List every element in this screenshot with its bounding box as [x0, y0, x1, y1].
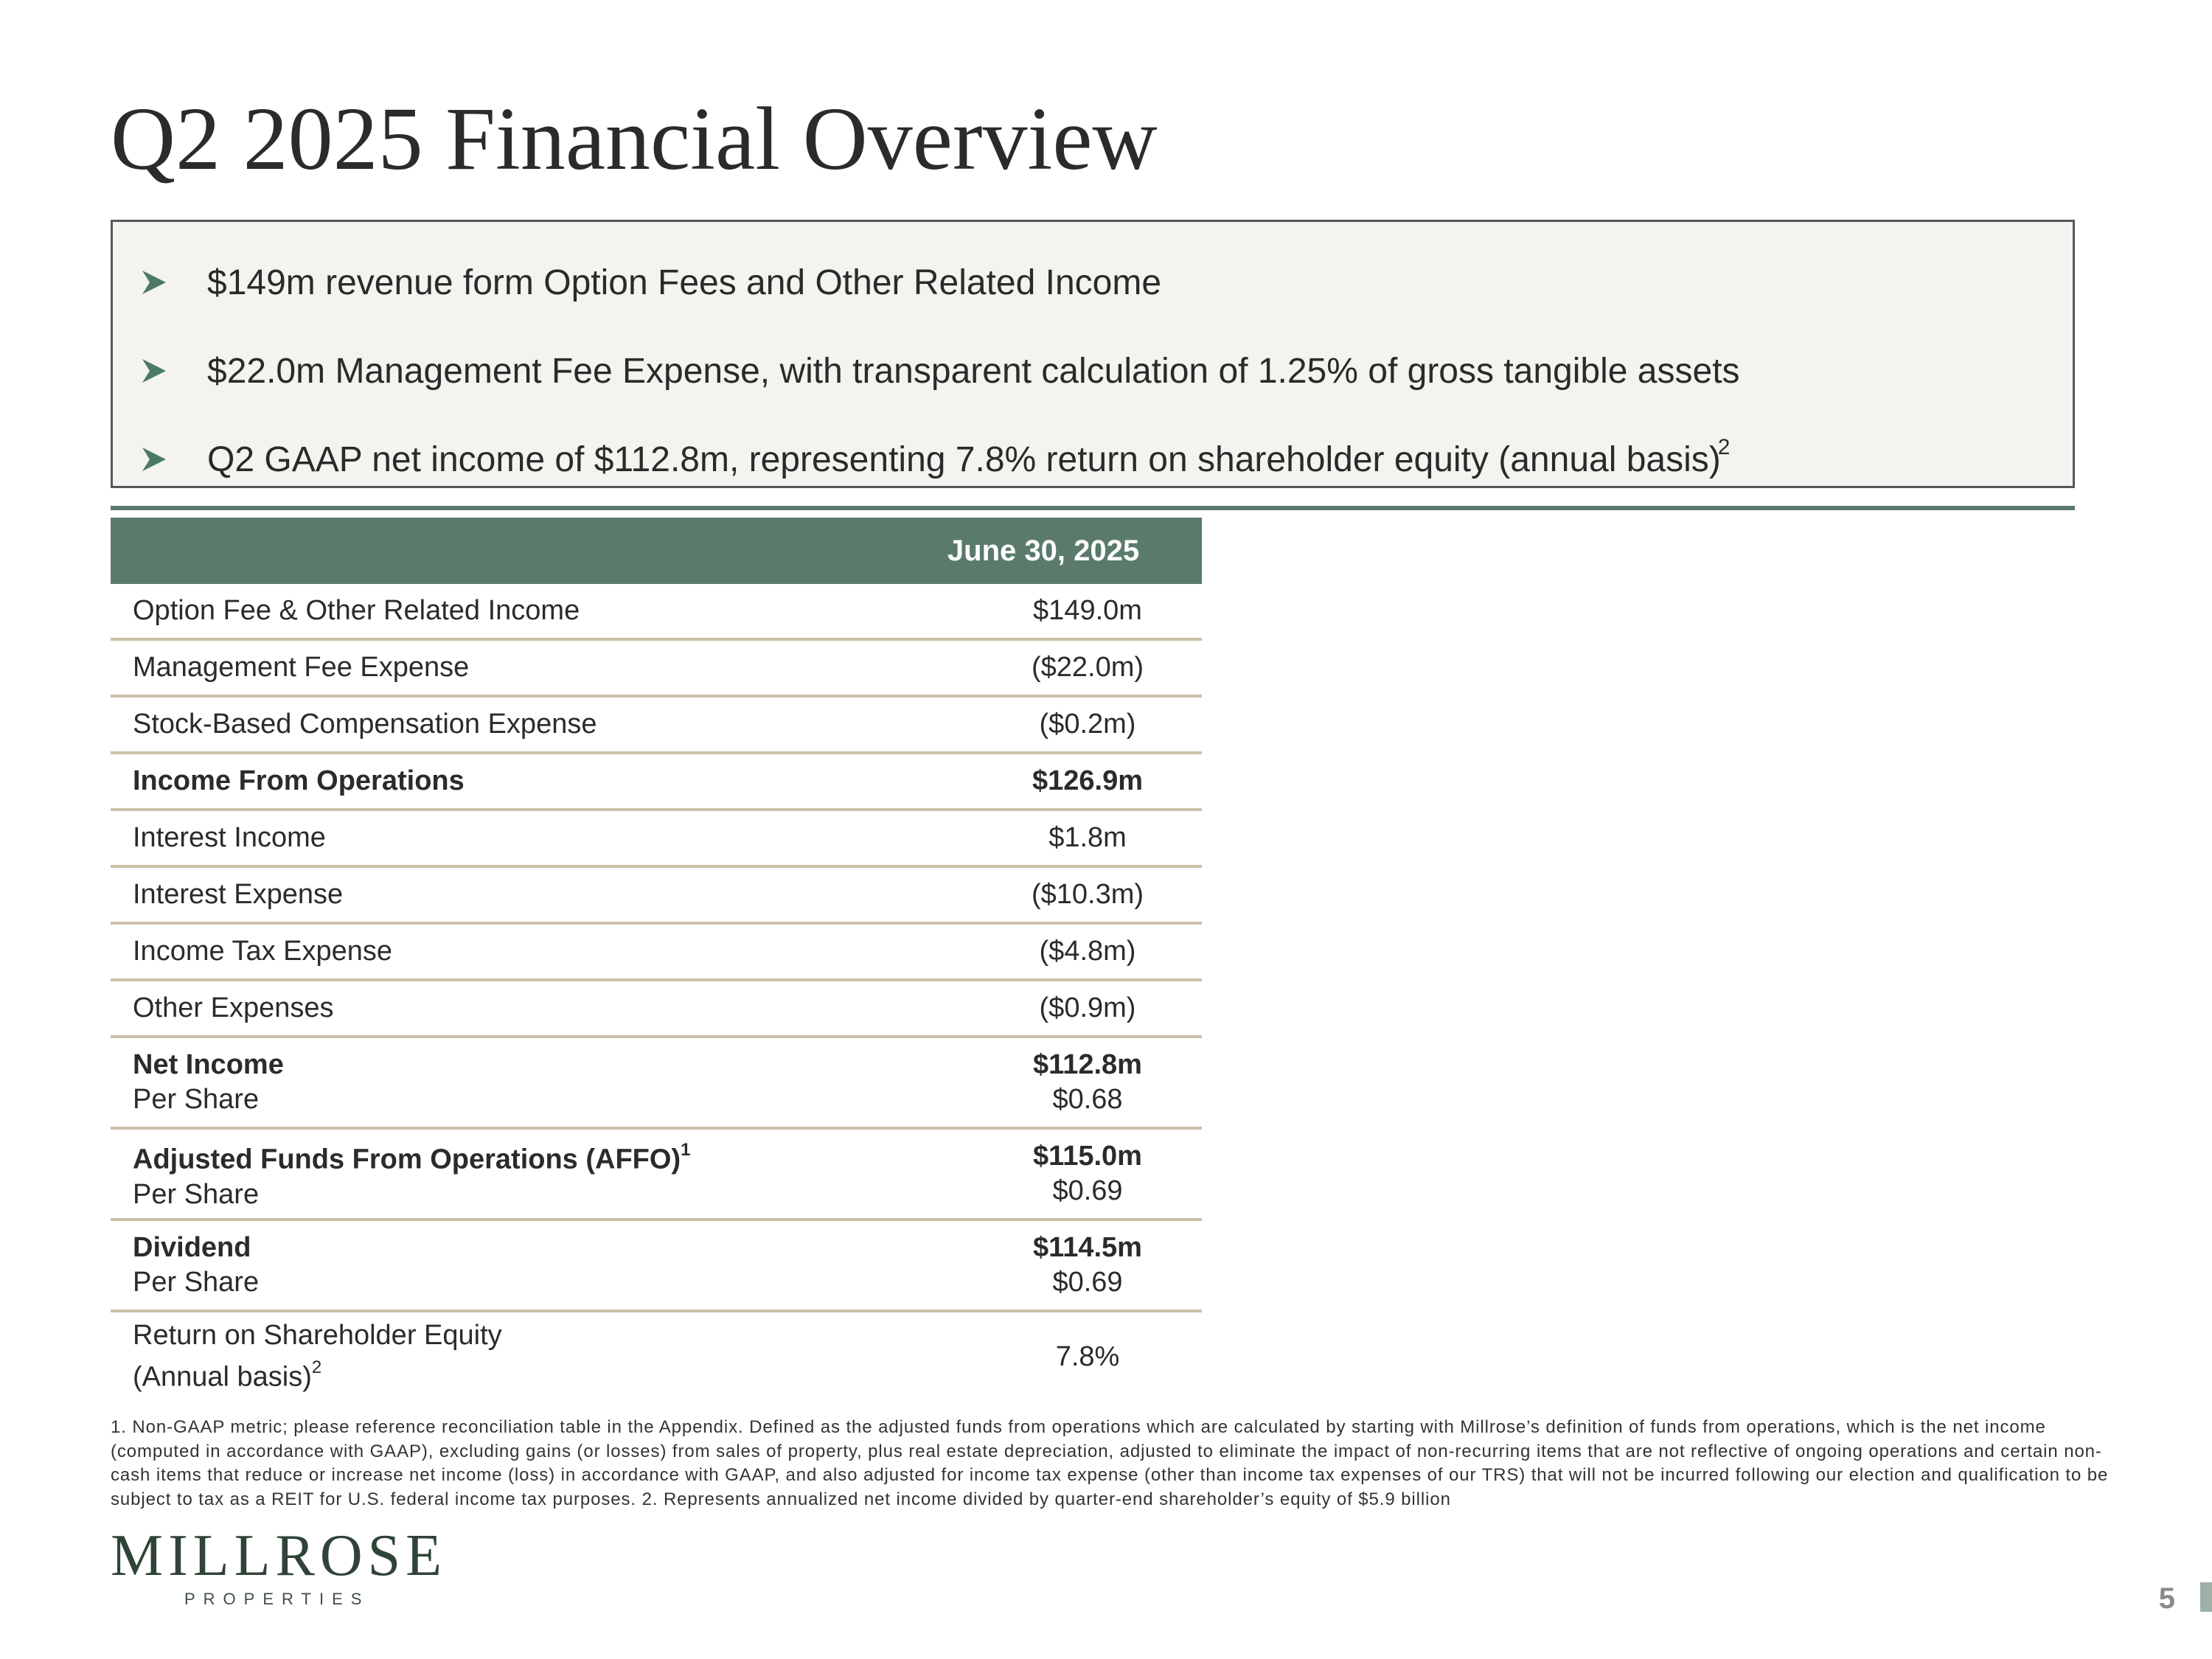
row-label: Stock-Based Compensation Expense [111, 696, 885, 753]
table-row [111, 980, 1202, 1037]
row-value: $114.5m [1033, 1232, 1142, 1263]
row-value: $112.8m [1033, 1049, 1142, 1080]
table-row [111, 584, 1202, 639]
highlight-item [139, 253, 1161, 312]
row-sub-label: Per Share [133, 1084, 260, 1115]
logo-subtitle: PROPERTIES [184, 1590, 370, 1608]
row-label-cell [111, 1220, 885, 1311]
company-logo [111, 1523, 447, 1615]
row-value: $149.0m [885, 584, 1202, 639]
row-value-cell [885, 1128, 1202, 1220]
row-label: Interest Income [111, 810, 885, 866]
logo-wordmark: MILLROSE [111, 1523, 447, 1588]
arrow-bullet-icon [139, 268, 169, 297]
table-row [111, 810, 1202, 866]
row-value: ($10.3m) [885, 866, 1202, 923]
row-sub-label: Per Share [133, 1178, 260, 1210]
row-value: 7.8% [1055, 1340, 1120, 1372]
table-row [111, 753, 1202, 810]
row-label: Return on Shareholder Equity [133, 1320, 502, 1352]
row-value: $126.9m [885, 753, 1202, 810]
footnote-marker: 2 [311, 1357, 322, 1378]
row-label-cell [111, 1037, 885, 1128]
page-number: 5 [2158, 1582, 2175, 1615]
row-value: $115.0m [1033, 1141, 1142, 1172]
row-label: Income From Operations [111, 753, 885, 810]
table-row [111, 1037, 1202, 1128]
header-label-cell [111, 518, 885, 584]
highlight-text: Q2 GAAP net income of $112.8m, representing 7.8% return on shareholder equity (annual basis)$^2$ [207, 434, 1731, 479]
row-value: ($4.8m) [885, 923, 1202, 980]
page-accent-bar [2200, 1582, 2212, 1612]
row-sub-value: $0.69 [1052, 1175, 1123, 1206]
row-label: Adjusted Funds From Operations (AFFO)$^1$ [133, 1140, 691, 1175]
highlight-text: $22.0m Management Fee Expense, with transparent calculation of 1.25% of gross tangible assets [207, 351, 1740, 391]
highlight-item [139, 430, 1730, 489]
table-row [111, 1128, 1202, 1220]
row-label: Option Fee & Other Related Income [111, 584, 885, 639]
row-label: Management Fee Expense [111, 639, 885, 696]
highlights-box [111, 220, 2075, 488]
table-row [111, 639, 1202, 696]
row-value-cell [885, 1220, 1202, 1311]
row-label: Dividend [133, 1232, 251, 1263]
highlight-item [139, 341, 1740, 400]
row-value: ($0.9m) [885, 980, 1202, 1037]
row-label-line2: (Annual basis)$^2$ [133, 1357, 322, 1393]
row-label: Other Expenses [111, 980, 885, 1037]
row-value: ($22.0m) [885, 639, 1202, 696]
footnote-marker: 2 [1717, 434, 1731, 459]
header-date-cell: June 30, 2025 [885, 518, 1202, 584]
arrow-bullet-icon [139, 445, 169, 474]
highlight-text: $149m revenue form Option Fees and Other Related Income [207, 262, 1162, 302]
arrow-bullet-icon [139, 356, 169, 386]
row-label: Interest Expense [111, 866, 885, 923]
footnote-marker: 1 [681, 1140, 691, 1161]
table-row [111, 1220, 1202, 1311]
table-row [111, 923, 1202, 980]
row-sub-value: $0.69 [1052, 1267, 1123, 1298]
page-title: Q2 2025 Financial Overview [111, 89, 1158, 189]
table-header-row [111, 518, 1202, 584]
table-row [111, 1311, 1202, 1401]
section-divider [111, 506, 2075, 510]
row-value-cell [885, 1037, 1202, 1128]
table-row [111, 696, 1202, 753]
footnote: 1. Non-GAAP metric; please reference reconciliation table in the Appendix. Defined as the adjusted funds from operations which are calculated by starting with Millrose’s definition of funds from operations, which is the net income (computed in accordance with GAAP), excluding gains (or losses) from sales of property, plus real estate depreciation, adjusted to eliminate the impact of non-recurring items that are not reflective of ongoing operations and certain non-cash items that reduce or increase net income (loss) in accordance with GAAP, and also adjusted for income tax expense (other than income tax expenses of our TRS) that will not be incurred following our election and qualification to be subject to tax as a REIT for U.S. federal income tax purposes. 2. Represents annualized net income divided by quarter-end shareholder’s equity of $5.9 billion [111, 1417, 2109, 1509]
row-label-cell [111, 1128, 885, 1220]
financial-table [111, 518, 1202, 1401]
row-label-cell [111, 1311, 885, 1401]
row-value: ($0.2m) [885, 696, 1202, 753]
table-row [111, 866, 1202, 923]
row-value: $1.8m [885, 810, 1202, 866]
row-label: Net Income [133, 1049, 284, 1080]
row-label: Income Tax Expense [111, 923, 885, 980]
row-sub-label: Per Share [133, 1267, 260, 1298]
row-sub-value: $0.68 [1052, 1084, 1123, 1115]
